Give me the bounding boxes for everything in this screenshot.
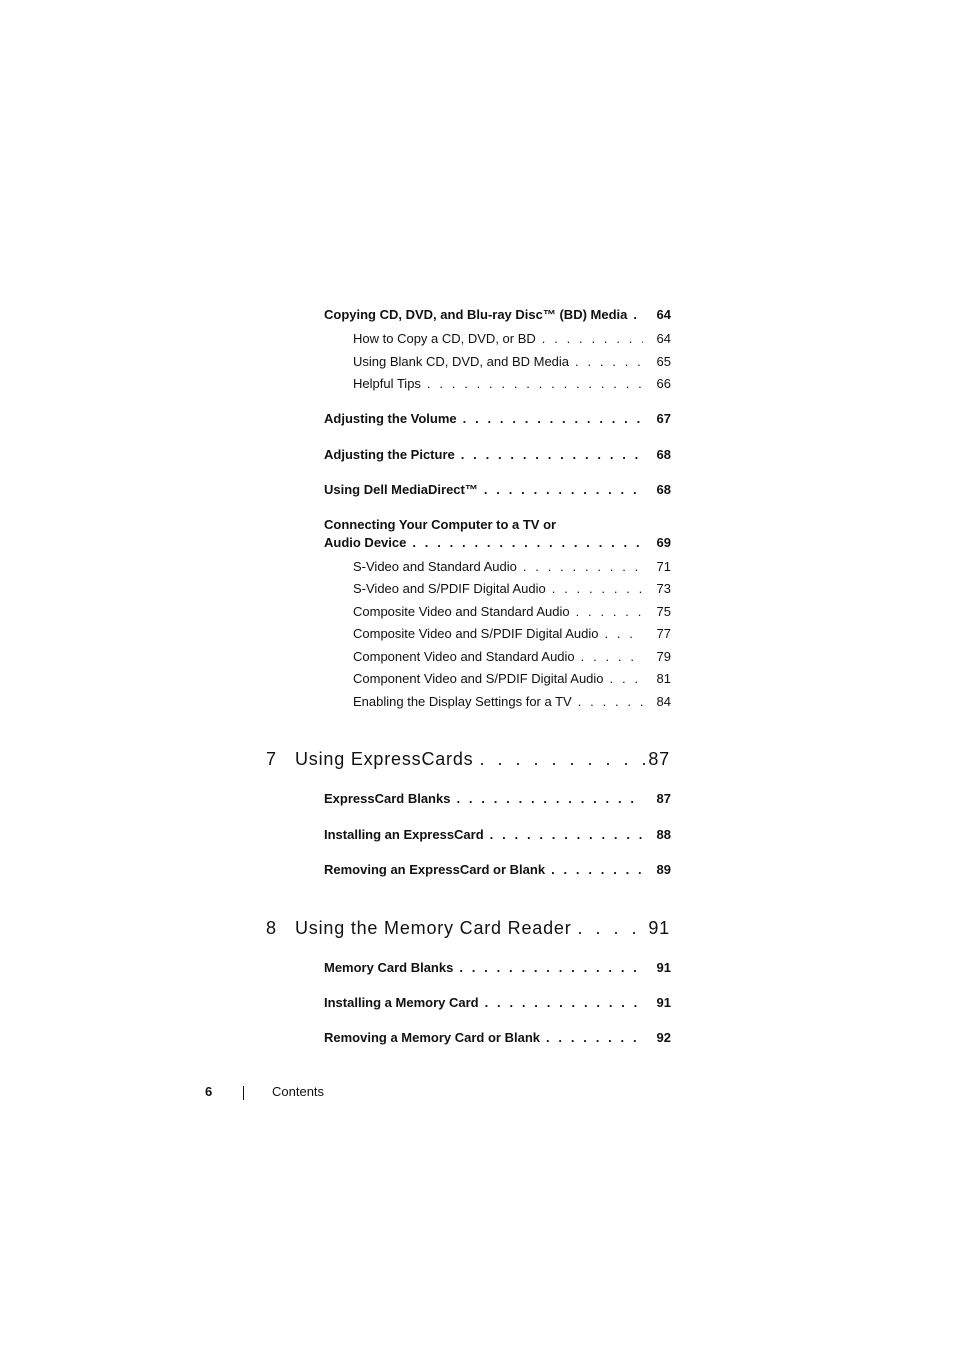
toc-title: Installing a Memory Card <box>324 995 479 1010</box>
toc-page: 66 <box>656 376 671 391</box>
toc-title: Audio Device <box>324 535 407 550</box>
dot-leader <box>575 649 643 664</box>
dot-leader <box>453 960 643 975</box>
toc-page: 81 <box>656 671 671 686</box>
toc-entry-helpful-tips <box>353 376 671 394</box>
toc-title: Removing an ExpressCard or Blank <box>324 862 546 877</box>
dot-leader <box>572 918 649 939</box>
toc-title: Composite Video and Standard Audio <box>353 604 570 619</box>
dot-leader <box>406 535 643 550</box>
toc-title: Component Video and Standard Audio <box>353 649 575 664</box>
toc-page: 64 <box>656 307 671 322</box>
toc-page: 73 <box>656 581 671 596</box>
toc-page: 65 <box>656 354 671 369</box>
toc-title: Using Dell MediaDirect™ <box>324 482 478 497</box>
dot-leader <box>478 482 643 497</box>
dot-leader <box>572 694 643 709</box>
footer-divider <box>243 1086 244 1100</box>
toc-title: Removing a Memory Card or Blank <box>324 1030 540 1045</box>
toc-page: 92 <box>656 1030 671 1045</box>
toc-page: 75 <box>656 604 671 619</box>
toc-entry-mc-install <box>324 995 671 1013</box>
toc-page: 91 <box>656 995 671 1010</box>
dot-leader <box>627 307 643 322</box>
toc-entry-composite-spdif <box>353 626 671 644</box>
toc-title: S-Video and S/PDIF Digital Audio <box>353 581 546 596</box>
toc-entry-using-blank <box>353 354 671 372</box>
toc-entry-display-tv <box>353 694 671 712</box>
toc-title: Memory Card Blanks <box>324 960 454 975</box>
toc-title: Component Video and S/PDIF Digital Audio <box>353 671 604 686</box>
toc-entry-svideo-spdif <box>353 581 671 599</box>
toc-page: 84 <box>656 694 671 709</box>
toc-title: Helpful Tips <box>353 376 421 391</box>
toc-page: 77 <box>656 626 671 641</box>
dot-leader <box>546 581 643 596</box>
toc-title: Adjusting the Volume <box>324 411 457 426</box>
toc-page: 67 <box>656 411 671 426</box>
toc-entry-mc-blanks <box>324 960 671 978</box>
toc-entry-composite-std <box>353 604 671 622</box>
dot-leader <box>457 411 643 426</box>
toc-title: Composite Video and S/PDIF Digital Audio <box>353 626 599 641</box>
toc-page: 89 <box>656 862 671 877</box>
chapter-number: 7 <box>266 749 277 769</box>
toc-chapter-8 <box>266 918 670 942</box>
chapter-page: 91 <box>648 918 670 938</box>
toc-entry-component-spdif <box>353 671 671 689</box>
toc-page: 79 <box>656 649 671 664</box>
toc-title: Adjusting the Picture <box>324 447 455 462</box>
dot-leader <box>604 671 643 686</box>
dot-leader <box>545 862 643 877</box>
dot-leader <box>450 791 643 806</box>
dot-leader <box>455 447 643 462</box>
dot-leader <box>484 827 643 842</box>
dot-leader <box>517 559 643 574</box>
toc-title: Enabling the Display Settings for a TV <box>353 694 572 709</box>
dot-leader <box>473 749 648 770</box>
dot-leader <box>569 354 643 369</box>
toc-title: Installing an ExpressCard <box>324 827 484 842</box>
toc-entry-ec-remove <box>324 862 671 880</box>
toc-entry-copying <box>324 307 671 325</box>
toc-chapter-7 <box>266 749 670 773</box>
dot-leader <box>540 1030 643 1045</box>
toc-page: 69 <box>656 535 671 550</box>
dot-leader <box>479 995 643 1010</box>
footer-section-name: Contents <box>272 1084 325 1099</box>
chapter-page: 87 <box>648 749 670 769</box>
chapter-title: Using ExpressCards <box>295 749 474 769</box>
chapter-title: Using the Memory Card Reader <box>295 918 572 938</box>
toc-page: 68 <box>656 482 671 497</box>
toc-page: 88 <box>656 827 671 842</box>
toc-page: 87 <box>656 791 671 806</box>
toc-title: Copying CD, DVD, and Blu-ray Disc™ (BD) Media <box>324 307 628 322</box>
toc-entry-how-to-copy <box>353 331 671 349</box>
toc-title: How to Copy a CD, DVD, or BD <box>353 331 536 346</box>
toc-title: S-Video and Standard Audio <box>353 559 517 574</box>
toc-title: Using Blank CD, DVD, and BD Media <box>353 354 570 369</box>
dot-leader <box>421 376 643 391</box>
toc-entry-mc-remove <box>324 1030 671 1048</box>
toc-entry-picture <box>324 447 671 465</box>
toc-page: 91 <box>656 960 671 975</box>
toc-entry-connecting <box>324 535 671 553</box>
page-footer <box>0 1084 954 1104</box>
footer-page-number: 6 <box>205 1084 213 1099</box>
dot-leader <box>536 331 643 346</box>
toc-page: 71 <box>656 559 671 574</box>
toc-page: 64 <box>656 331 671 346</box>
toc-page: 68 <box>656 447 671 462</box>
toc-entry-component-std <box>353 649 671 667</box>
chapter-number: 8 <box>266 918 277 938</box>
toc-entry-mediadirect <box>324 482 671 500</box>
toc-entry-connecting-line1: Connecting Your Computer to a TV or <box>324 517 557 532</box>
toc-entry-svideo-std <box>353 559 671 577</box>
toc-entry-volume <box>324 411 671 429</box>
dot-leader <box>570 604 643 619</box>
dot-leader <box>598 626 643 641</box>
toc-title: ExpressCard Blanks <box>324 791 451 806</box>
toc-entry-ec-install <box>324 827 671 845</box>
toc-entry-ec-blanks <box>324 791 671 809</box>
